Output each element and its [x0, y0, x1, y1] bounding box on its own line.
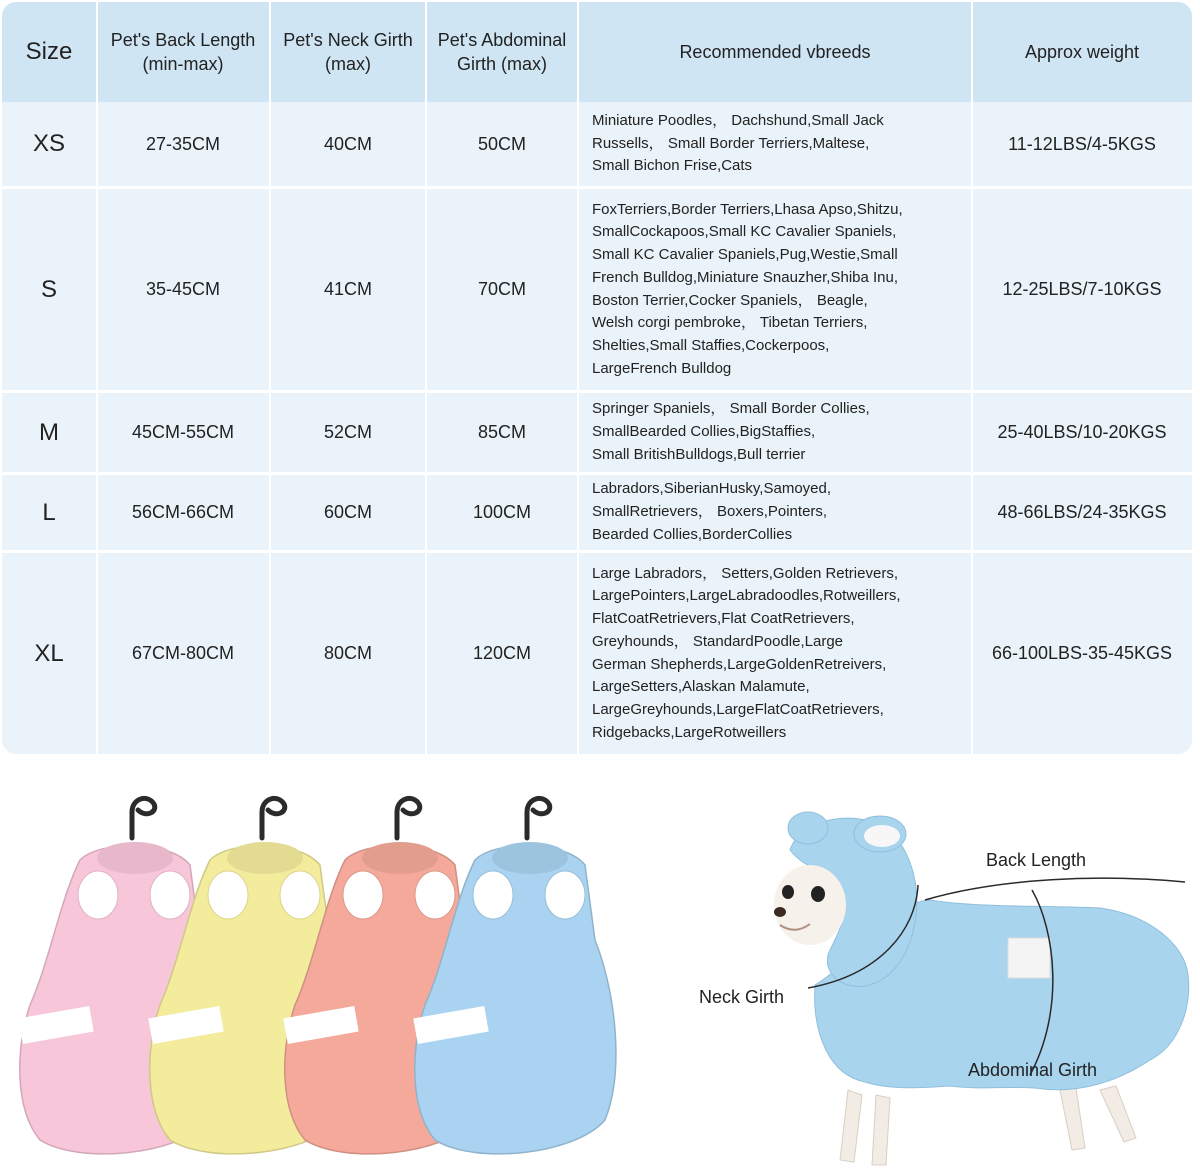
row-back-length: 27-35CM [145, 133, 221, 154]
towel-ear [473, 871, 513, 919]
breeds-line: Small BritishBulldogs,Bull terrier [592, 445, 806, 463]
column-divider [425, 2, 427, 754]
towel-ear [343, 871, 383, 919]
hood-ear-inner [864, 825, 900, 847]
row-back-length: 35-45CM [145, 279, 221, 299]
towel-ear [78, 871, 118, 919]
breeds-line: Russells， Small Border Terriers,Maltese, [592, 134, 870, 152]
back-length-label: Back Length [986, 850, 1087, 870]
breeds-line: FlatCoatRetrievers,Flat CoatRetrievers, [592, 610, 855, 628]
breeds-line: Large Labradors， Setters,Golden Retrievers, [592, 564, 898, 582]
towel-hood [362, 842, 438, 874]
header-abdominal-girth-line1: Pet's Abdominal [437, 30, 567, 50]
row-divider [2, 186, 1192, 189]
row-back-length: 67CM-80CM [131, 643, 235, 663]
breeds-line: Bearded Collies,BorderCollies [592, 525, 793, 543]
breeds-line: Springer Spaniels， Small Border Collies, [592, 400, 870, 418]
row-weight: 25-40LBS/10-20KGS [997, 422, 1167, 442]
breeds-line: Greyhounds， StandardPoodle,Large [592, 632, 844, 650]
towel-item [413, 798, 616, 1153]
measurement-diagram [680, 790, 1200, 1173]
towel-hood [97, 842, 173, 874]
table-row [2, 553, 1192, 754]
breeds-line: FoxTerriers,Border Terriers,Lhasa Apso,Shitzu, [592, 200, 903, 218]
header-abdominal-girth-line2: Girth (max) [456, 54, 547, 74]
breeds-line: Small KC Cavalier Spaniels,Pug,Westie,Small [592, 246, 898, 264]
row-breeds [578, 102, 972, 186]
row-weight: 11-12LBS/4-5KGS [1008, 133, 1156, 154]
towel-ear [545, 871, 585, 919]
row-weight: 48-66LBS/24-35KGS [997, 502, 1167, 522]
row-abdominal-girth: 50CM [477, 133, 526, 154]
breeds-line: Labradors,SiberianHusky,Samoyed, [592, 480, 832, 498]
breeds-line: LargeGreyhounds,LargeFlatCoatRetrievers, [592, 700, 884, 718]
breeds-line: Boston Terrier,Cocker Spaniels， Beagle, [592, 291, 868, 309]
towel-products-illustration [0, 790, 660, 1173]
column-divider [269, 2, 271, 754]
row-size: XL [34, 639, 64, 667]
row-back-length: 45CM-55CM [131, 422, 235, 442]
column-divider [971, 2, 973, 754]
row-size: S [40, 275, 57, 303]
row-breeds [578, 475, 972, 550]
row-weight: 12-25LBS/7-10KGS [1002, 279, 1162, 299]
row-divider [2, 550, 1192, 553]
dog-legs [840, 1086, 1136, 1165]
header-neck-girth-line2: (max) [324, 54, 371, 74]
row-size: L [42, 498, 56, 526]
hanger-icon [262, 798, 285, 838]
row-neck-girth: 80CM [323, 643, 372, 663]
breeds-line: SmallCockapoos,Small KC Cavalier Spaniels, [592, 223, 897, 241]
row-size: M [39, 418, 59, 446]
header-neck-girth-line1: Pet's Neck Girth [283, 30, 413, 50]
breeds-line: LargeFrench Bulldog [592, 359, 732, 377]
back-length-line [925, 878, 1185, 900]
abdominal-girth-label: Abdominal Girth [968, 1060, 1098, 1080]
table-row [2, 189, 1192, 390]
breeds-line: LargePointers,LargeLabradoodles,Rotweillers, [592, 587, 901, 605]
row-abdominal-girth: 100CM [472, 502, 532, 522]
dog-face [774, 865, 846, 945]
size-chart-table [2, 2, 1192, 754]
table-row [2, 475, 1192, 550]
dog-in-robe-illustration [680, 790, 1200, 1173]
table-header-row [2, 2, 1192, 102]
column-divider [577, 2, 579, 754]
header-back-length-line1: Pet's Back Length [110, 30, 256, 50]
breeds-line: LargeSetters,Alaskan Malamute, [592, 678, 810, 696]
row-breeds [578, 189, 972, 390]
hanger-icon [132, 798, 155, 838]
row-neck-girth: 40CM [323, 133, 372, 154]
header-weight: Approx weight [1024, 42, 1140, 62]
table-row [2, 102, 1192, 186]
row-divider [2, 472, 1192, 475]
row-neck-girth: 41CM [323, 279, 372, 299]
row-size: XS [32, 130, 65, 157]
header-abdominal-girth [426, 2, 578, 102]
breeds-line: Miniature Poodles， Dachshund,Small Jack [592, 111, 884, 129]
header-neck-girth [270, 2, 426, 102]
row-neck-girth: 52CM [323, 422, 372, 442]
header-breeds: Recommended vbreeds [679, 42, 871, 62]
towel-hood [492, 842, 568, 874]
breeds-line: French Bulldog,Miniature Snauzher,Shiba Inu, [592, 268, 899, 286]
row-abdominal-girth: 70CM [477, 279, 526, 299]
row-neck-girth: 60CM [323, 502, 372, 522]
column-divider [96, 2, 98, 754]
hanger-icon [397, 798, 420, 838]
breeds-line: SmallBearded Collies,BigStaffies, [592, 423, 816, 441]
towel-ear [150, 871, 190, 919]
breeds-line: Shelties,Small Staffies,Cockerpoos, [592, 336, 830, 354]
towel-ear [415, 871, 455, 919]
breeds-line: German Shepherds,LargeGoldenRetreivers, [592, 655, 887, 673]
breeds-line: Welsh corgi pembroke， Tibetan Terriers, [592, 314, 868, 332]
row-weight: 66-100LBS-35-45KGS [991, 643, 1173, 663]
breeds-line: SmallRetrievers， Boxers,Pointers, [592, 503, 828, 521]
header-back-length-line2: (min-max) [142, 54, 224, 74]
breeds-line: Ridgebacks,LargeRotweillers [592, 723, 787, 741]
row-back-length: 56CM-66CM [131, 502, 235, 522]
header-back-length [96, 2, 270, 102]
row-breeds [578, 553, 972, 754]
row-abdominal-girth: 120CM [472, 643, 532, 663]
towel-ear [208, 871, 248, 919]
breeds-line: Small Bichon Frise,Cats [592, 157, 753, 175]
row-divider [2, 390, 1192, 393]
row-breeds [578, 393, 972, 472]
velcro-patch [1008, 938, 1050, 978]
row-abdominal-girth: 85CM [477, 422, 526, 442]
towel-hood [227, 842, 303, 874]
neck-girth-label: Neck Girth [699, 987, 785, 1007]
hanger-icon [527, 798, 550, 838]
towel-ear [280, 871, 320, 919]
hood-ear-left [788, 812, 828, 844]
header-size: Size [25, 38, 73, 65]
table-row [2, 393, 1192, 472]
